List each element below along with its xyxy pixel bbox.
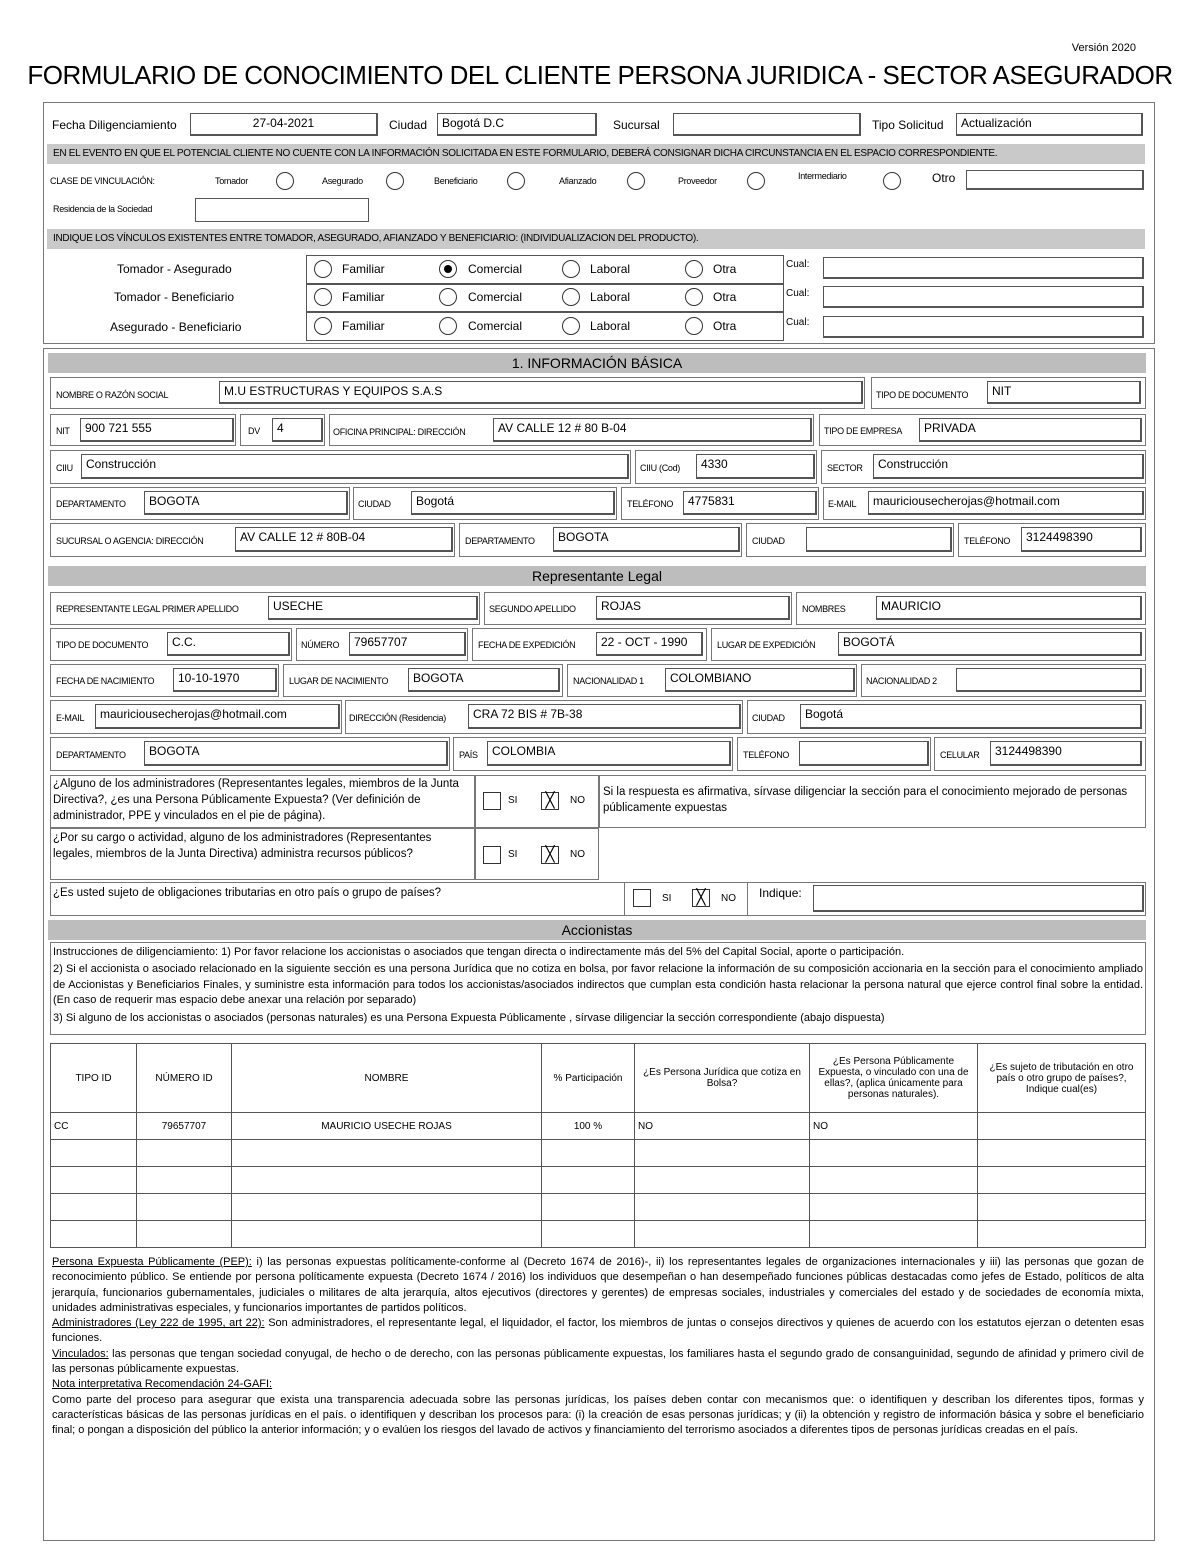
sucursal-field[interactable] [673, 113, 861, 136]
cual-field[interactable] [823, 286, 1144, 308]
rep-dir-label: DIRECCIÓN (Residencia) [349, 713, 446, 723]
cell-participacion[interactable] [542, 1140, 635, 1167]
table-row [51, 1113, 1146, 1140]
vinculo-laboral-radio[interactable] [562, 260, 580, 278]
cual-label: Cual: [786, 317, 810, 328]
cell-numero-id[interactable]: 79657707 [137, 1113, 232, 1140]
rep-lnac-label: LUGAR DE NACIMIENTO [289, 676, 389, 686]
rep-lexp-label: LUGAR DE EXPEDICIÓN [717, 640, 816, 650]
rep-fexp-label: FECHA DE EXPEDICIÓN [478, 640, 576, 650]
vinculo-laboral-label: Laboral [590, 262, 631, 276]
aviso-band: EN EL EVENTO EN QUE EL POTENCIAL CLIENTE NO CUENTE CON LA INFORMACIÓN SOLICITADA EN ESTE FORMULARIO, DEBERÁ CONSIGNAR DICHA CIRCUNSTANCIA EN EL ESPACIO CORRESPONDIENTE. [47, 144, 1145, 164]
col-tributacion: ¿Es sujeto de tributación en otro país o otro grupo de países?, Indique cual(es) [978, 1044, 1146, 1113]
cell-cotiza-bolsa[interactable] [635, 1140, 810, 1167]
clase-asegurado-radio[interactable] [386, 172, 404, 190]
q2-no-label: NO [570, 849, 585, 860]
cell-pep[interactable]: NO [810, 1113, 978, 1140]
cell-pep[interactable] [810, 1140, 978, 1167]
cell-participacion[interactable] [542, 1194, 635, 1221]
q1-si-label: SI [508, 795, 518, 806]
tipoempresa-field[interactable]: PRIVADA [919, 418, 1142, 442]
rep-ciudad-field[interactable]: Bogotá [800, 704, 1142, 729]
ciudad-field[interactable]: Bogotá [411, 491, 615, 515]
cell-tipo-id[interactable] [51, 1221, 137, 1248]
rep-fnac-label: FECHA DE NACIMIENTO [56, 676, 155, 686]
cell-pep[interactable] [810, 1221, 978, 1248]
q2-text: ¿Por su cargo o actividad, alguno de los administradores (Representantes legales, miembros de la Junta Directiva) administra recursos públicos? [53, 832, 432, 860]
q3-text: ¿Es usted sujeto de obligaciones tributarias en otro país o grupo de países? [53, 887, 442, 899]
instr-2: 2) Si el accionista o asociado relacionado en la siguiente sección es una persona Jurídica que no cotiza en bolsa, por favor relacione la información de su composición accionaria en la sección para el conocimiento ampliado de Accionistas y Beneficiarios Finales, y suministre esta información para todos los accionistas/asociados indirectos que cumplan esta condición hasta relacionar la persona natural que ejerce control final sobre la entidad. (En caso de requerir mas espacio debe anexar una relación por separado) [53, 963, 1143, 1006]
clase-vinculacion-label: CLASE DE VINCULACIÓN: [50, 176, 155, 186]
indique-field[interactable] [813, 885, 1144, 912]
q3-si-label: SI [662, 893, 672, 904]
rep-tipodoc-field[interactable]: C.C. [167, 632, 290, 656]
razon-field[interactable]: M.U ESTRUCTURAS Y EQUIPOS S.A.S [219, 381, 863, 404]
rep-ap2-field[interactable]: ROJAS [596, 596, 790, 620]
vinculo-otra-label: Otra [713, 262, 737, 276]
vinculo-comercial-label: Comercial [468, 290, 523, 304]
col-tipo-id: TIPO ID [51, 1044, 137, 1113]
razon-label: NOMBRE O RAZÓN SOCIAL [56, 390, 169, 400]
cell-tributacion[interactable] [978, 1140, 1146, 1167]
clase-intermediario-radio[interactable] [883, 172, 901, 190]
rep-email-field[interactable]: mauriciousecherojas@hotmail.com [95, 704, 340, 729]
oficina-field[interactable]: AV CALLE 12 # 80 B-04 [493, 418, 812, 442]
sector-label: SECTOR [827, 463, 863, 473]
cell-tributacion[interactable] [978, 1194, 1146, 1221]
q3-no-label: NO [721, 893, 736, 904]
cell-cotiza-bolsa[interactable] [635, 1194, 810, 1221]
cell-tipo-id[interactable] [51, 1194, 137, 1221]
vinculo-comercial-label: Comercial [468, 262, 523, 276]
fecha-field[interactable]: 27-04-2021 [190, 113, 378, 136]
nota-title: Nota interpretativa Recomendación 24-GAFI: [52, 1378, 273, 1391]
basica-heading: 1. INFORMACIÓN BÁSICA [48, 353, 1146, 373]
cell-nombre[interactable] [232, 1167, 542, 1194]
cell-tipo-id[interactable] [51, 1167, 137, 1194]
rep-tipodoc-label: TIPO DE DOCUMENTO [56, 640, 149, 650]
q1-no-label: NO [570, 795, 585, 806]
col-cotiza-bolsa: ¿Es Persona Jurídica que cotiza en Bolsa? [635, 1044, 810, 1113]
nota-text: Como parte del proceso para asegurar que exista una transparencia adecuada sobre las personas jurídicas, los países deben contar con mecanismos que: o identifiquen y describan los diferentes tipos, formas y características básicas de las personas jurídicas en el país. o identifiquen y describan los procesos para: (i) la creación de esas personas jurídicas; y (ii) la obtención y registro de información básica y sobre el beneficiario final; o pongan a disposición del público la anterior información; y o evalúen los riesgos del lavado de activos y financiamiento del terrorismo asociados a diferentes tipos de personas jurídicas creadas en el país. [52, 1393, 1144, 1437]
table-header-row [51, 1044, 1146, 1113]
version-label: Versión 2020 [1071, 42, 1136, 54]
rep-tel-label: TELÉFONO [743, 750, 790, 760]
vinculo-familiar-radio[interactable] [314, 317, 332, 335]
cell-nombre[interactable] [232, 1221, 542, 1248]
ciudad-label: CIUDAD [358, 499, 391, 509]
sucursal-ciudad-label: CIUDAD [752, 536, 785, 546]
dv-field[interactable]: 4 [272, 418, 323, 442]
vinculo-familiar-label: Familiar [342, 319, 385, 333]
clase-beneficiario-radio[interactable] [507, 172, 525, 190]
table-row [51, 1167, 1146, 1194]
sector-field[interactable]: Construcción [873, 454, 1144, 479]
pep-title: Persona Expuesta Públicamente (PEP): [52, 1256, 252, 1268]
residencia-field[interactable] [195, 198, 369, 222]
oficina-label: OFICINA PRINCIPAL: DIRECCIÓN [333, 427, 466, 437]
telefono-field[interactable]: 4775831 [683, 491, 817, 515]
rep-nac1-label: NACIONALIDAD 1 [573, 676, 644, 686]
rep-depto-field[interactable]: BOGOTA [144, 741, 448, 766]
q1-no-checkbox[interactable]: ╳ [541, 792, 559, 810]
dv-label: DV [248, 426, 260, 436]
q1-si-checkbox[interactable] [483, 792, 501, 810]
vinculo-otra-radio[interactable] [685, 288, 703, 306]
q2-si-checkbox[interactable] [483, 846, 501, 864]
cell-participacion[interactable] [542, 1167, 635, 1194]
adm-text: Son administradores, el representante legal, el liquidador, el factor, los miembros de juntas o consejos directivos y quienes de acuerdo con los estatutos ejerzan o detenten esas funciones. [52, 1317, 1144, 1345]
clase-proveedor-label: Proveedor [678, 176, 717, 186]
rep-ap1-label: REPRESENTANTE LEGAL PRIMER APELLIDO [56, 604, 239, 614]
vinculo-comercial-radio[interactable] [439, 288, 457, 306]
rep-ciudad-label: CIUDAD [752, 713, 785, 723]
sucursal-label: Sucursal [613, 118, 660, 132]
col-numero-id: NÚMERO ID [137, 1044, 232, 1113]
sucursal-ciudad-field[interactable] [806, 527, 952, 552]
tipo-solicitud-label: Tipo Solicitud [872, 118, 944, 132]
vinculo-laboral-radio[interactable] [562, 288, 580, 306]
cell-tributacion[interactable] [978, 1221, 1146, 1248]
vinculo-laboral-radio[interactable] [562, 317, 580, 335]
rep-fexp-field[interactable]: 22 - OCT - 1990 [596, 632, 703, 656]
col-nombre: NOMBRE [232, 1044, 542, 1113]
vinculo-laboral-label: Laboral [590, 319, 631, 333]
adm-title: Administradores (Ley 222 de 1995, art 22): [52, 1317, 265, 1330]
email-field[interactable]: mauriciousecherojas@hotmail.com [868, 491, 1144, 515]
q1-text: ¿Alguno de los administradores (Representantes legales, miembros de la Junta Directiva?, ¿es una Persona Públicamente Expuesta? (Ver definición de administrador, PPE y vinculados en el pie de página). [53, 778, 459, 822]
tipodoc-label: TIPO DE DOCUMENTO [876, 390, 969, 400]
cell-participacion[interactable]: 100 % [542, 1113, 635, 1140]
tipoempresa-label: TIPO DE EMPRESA [824, 426, 903, 436]
clase-proveedor-radio[interactable] [747, 172, 765, 190]
cell-cotiza-bolsa[interactable] [635, 1221, 810, 1248]
vinculo-otra-label: Otra [713, 290, 737, 304]
clase-tomador-radio[interactable] [276, 172, 294, 190]
cell-pep[interactable] [810, 1167, 978, 1194]
vinculo-familiar-radio[interactable] [314, 260, 332, 278]
ciudad-field[interactable]: Bogotá D.C [437, 113, 597, 136]
vinculo-otra-radio[interactable] [685, 317, 703, 335]
cual-field[interactable] [823, 257, 1144, 279]
vinculos-band: INDIQUE LOS VÍNCULOS EXISTENTES ENTRE TOMADOR, ASEGURADO, AFIANZADO Y BENEFICIARIO: (INDIVIDUALIZACION DEL PRODUCTO). [47, 229, 1145, 249]
rep-pais-field[interactable]: COLOMBIA [487, 741, 731, 766]
cell-tributacion[interactable] [978, 1167, 1146, 1194]
otro-field[interactable] [966, 170, 1144, 190]
vinculo-familiar-label: Familiar [342, 290, 385, 304]
indique-label: Indique: [759, 886, 802, 900]
sucursal-tel-label: TELÉFONO [964, 536, 1011, 546]
residencia-label: Residencia de la Sociedad [53, 204, 153, 214]
rep-email-label: E-MAIL [56, 713, 85, 723]
rep-nombres-field[interactable]: MAURICIO [876, 596, 1142, 620]
vinculo-comercial-radio[interactable] [439, 317, 457, 335]
ciiu-label: CIIU [56, 463, 73, 473]
rep-ap1-field[interactable]: USECHE [268, 596, 478, 620]
cell-nombre[interactable]: MAURICIO USECHE ROJAS [232, 1113, 542, 1140]
tipodoc-field[interactable]: NIT [987, 381, 1141, 404]
instr-1: Instrucciones de diligenciamiento: 1) Por favor relacione los accionistas o asociados que tengan directa o indirectamente más del 5% del Capital Social, aporte o participación. [53, 946, 905, 958]
q3-si-checkbox[interactable] [633, 889, 651, 907]
col-pep: ¿Es Persona Públicamente Expuesta, o vinculado con una de ellas?, (aplica únicamente para personas naturales). [810, 1044, 978, 1113]
telefono-label: TELÉFONO [627, 499, 674, 509]
rep-nac2-field[interactable] [956, 668, 1142, 692]
rep-heading: Representante Legal [48, 566, 1146, 586]
q3-no-checkbox[interactable]: ╳ [692, 889, 710, 907]
sucursal-tel-field[interactable]: 3124498390 [1021, 527, 1142, 552]
footnotes [52, 1255, 1144, 1439]
cell-tributacion[interactable] [978, 1113, 1146, 1140]
clase-beneficiario-label: Beneficiario [434, 176, 478, 186]
cual-label: Cual: [786, 288, 810, 299]
cual-label: Cual: [786, 259, 810, 270]
rep-cel-label: CELULAR [940, 750, 980, 760]
rep-lnac-field[interactable]: BOGOTA [408, 668, 560, 692]
cell-numero-id[interactable] [137, 1221, 232, 1248]
vinculo-row-label: Asegurado - Beneficiario [110, 320, 242, 334]
rep-nombres-label: NOMBRES [802, 604, 846, 614]
pep-text: i) las personas expuestas políticamente-conforme al (Decreto 1674 de 2016)-, ii) los representantes legales de organizaciones internacionales y iii) las personas que gozan de reconocimiento público. Se entiende por persona políticamente expuesta (Decreto 1674 / 2016) los individuos que desempeñan o han desempeñado funciones públicas destacadas como jefes de Estado, políticos de alta jerarquía, funcionarios gubernamentales, judiciales o militares de alta jerarquía, altos ejecutivos (directores y gerentes) de empresas sociales, industriales y comerciales del estado y de sociedades de economía mixta, unidades administrativas especiales, y funcionarios importantes de partidos políticos. [52, 1256, 1145, 1314]
cell-cotiza-bolsa[interactable] [635, 1167, 810, 1194]
tipo-solicitud-field[interactable]: Actualización [956, 113, 1143, 136]
q1-note: Si la respuesta es afirmativa, sírvase diligenciar la sección para el conocimiento mejorado de personas públicamente expuestas [603, 786, 1128, 814]
rep-dir-field[interactable]: CRA 72 BIS # 7B-38 [468, 704, 741, 729]
vinculo-familiar-radio[interactable] [314, 288, 332, 306]
vinculo-comercial-label: Comercial [468, 319, 523, 333]
vinculo-row-label: Tomador - Asegurado [117, 262, 232, 276]
depto-label: DEPARTAMENTO [56, 499, 126, 509]
table-row [51, 1140, 1146, 1167]
rep-numero-label: NÚMERO [301, 640, 340, 650]
vinculo-familiar-label: Familiar [342, 262, 385, 276]
cual-field[interactable] [823, 316, 1144, 338]
vinculo-comercial-radio[interactable] [439, 260, 457, 278]
nit-label: NIT [56, 426, 70, 436]
vin-text: las personas que tengan sociedad conyugal, de hecho o de derecho, con las personas públicamente expuestas, los familiares hasta el segundo grado de consanguinidad, segundo de afinidad y primero civil de las personas públicamente expuestas. [52, 1347, 1144, 1376]
table-row [51, 1221, 1146, 1248]
cell-cotiza-bolsa[interactable]: NO [635, 1113, 810, 1140]
cell-pep[interactable] [810, 1194, 978, 1221]
clase-asegurado-label: Asegurado [322, 176, 363, 186]
cell-nombre[interactable] [232, 1194, 542, 1221]
table-row [51, 1194, 1146, 1221]
ciiucod-label: CIIU (Cod) [640, 463, 681, 473]
accionistas-heading: Accionistas [48, 920, 1146, 940]
rep-cel-field[interactable]: 3124498390 [990, 741, 1142, 766]
depto-field[interactable]: BOGOTA [144, 491, 348, 515]
email-label: E-MAIL [828, 499, 857, 509]
rep-numero-field[interactable]: 79657707 [349, 632, 466, 656]
ciiucod-field[interactable]: 4330 [696, 454, 815, 479]
cell-participacion[interactable] [542, 1221, 635, 1248]
cell-numero-id[interactable] [137, 1140, 232, 1167]
vinculo-otra-radio[interactable] [685, 260, 703, 278]
rep-tel-field[interactable] [799, 741, 929, 766]
rep-pais-label: PAÍS [459, 750, 478, 760]
ciiu-field[interactable]: Construcción [81, 454, 629, 479]
ciudad-label: Ciudad [389, 118, 428, 132]
fecha-label: Fecha Diligenciamiento [52, 118, 177, 132]
cell-numero-id[interactable] [137, 1194, 232, 1221]
rep-nac2-label: NACIONALIDAD 2 [866, 676, 937, 686]
otro-label: Otro [932, 171, 956, 185]
q2-si-label: SI [508, 849, 518, 860]
rep-depto-label: DEPARTAMENTO [56, 750, 126, 760]
sucursal-depto-field[interactable]: BOGOTA [553, 527, 740, 552]
rep-ap2-label: SEGUNDO APELLIDO [489, 604, 576, 614]
cell-numero-id[interactable] [137, 1167, 232, 1194]
vinculo-otra-label: Otra [713, 319, 737, 333]
nit-field[interactable]: 900 721 555 [80, 418, 234, 442]
sucursal-dir-field[interactable]: AV CALLE 12 # 80B-04 [235, 527, 453, 552]
form-title: FORMULARIO DE CONOCIMIENTO DEL CLIENTE PERSONA JURIDICA - SECTOR ASEGURADOR [27, 60, 1173, 90]
sucursal-dir-label: SUCURSAL O AGENCIA: DIRECCIÓN [56, 536, 204, 546]
clase-tomador-label: Tomador [215, 176, 248, 186]
rep-nac1-field[interactable]: COLOMBIANO [665, 668, 855, 692]
cell-tipo-id[interactable] [51, 1140, 137, 1167]
vinculo-row-label: Tomador - Beneficiario [114, 290, 235, 304]
q2-no-checkbox[interactable]: ╳ [541, 846, 559, 864]
rep-lexp-field[interactable]: BOGOTÁ [838, 632, 1142, 656]
clase-afianzado-radio[interactable] [627, 172, 645, 190]
cell-tipo-id[interactable]: CC [51, 1113, 137, 1140]
clase-intermediario-label: Intermediario [798, 171, 847, 181]
instr-3: 3) Si alguno de los accionistas o asociados (personas naturales) es una Persona Expuesta Públicamente , sírvase diligenciar la sección correspondiente (abajo dispuesta) [53, 1012, 885, 1024]
vin-title: Vinculados: [52, 1347, 109, 1360]
sucursal-depto-label: DEPARTAMENTO [465, 536, 535, 546]
accionistas-table [50, 1043, 1146, 1248]
vinculo-laboral-label: Laboral [590, 290, 631, 304]
col-participacion: % Participación [542, 1044, 635, 1113]
rep-fnac-field[interactable]: 10-10-1970 [173, 668, 277, 692]
clase-afianzado-label: Afianzado [559, 176, 597, 186]
cell-nombre[interactable] [232, 1140, 542, 1167]
